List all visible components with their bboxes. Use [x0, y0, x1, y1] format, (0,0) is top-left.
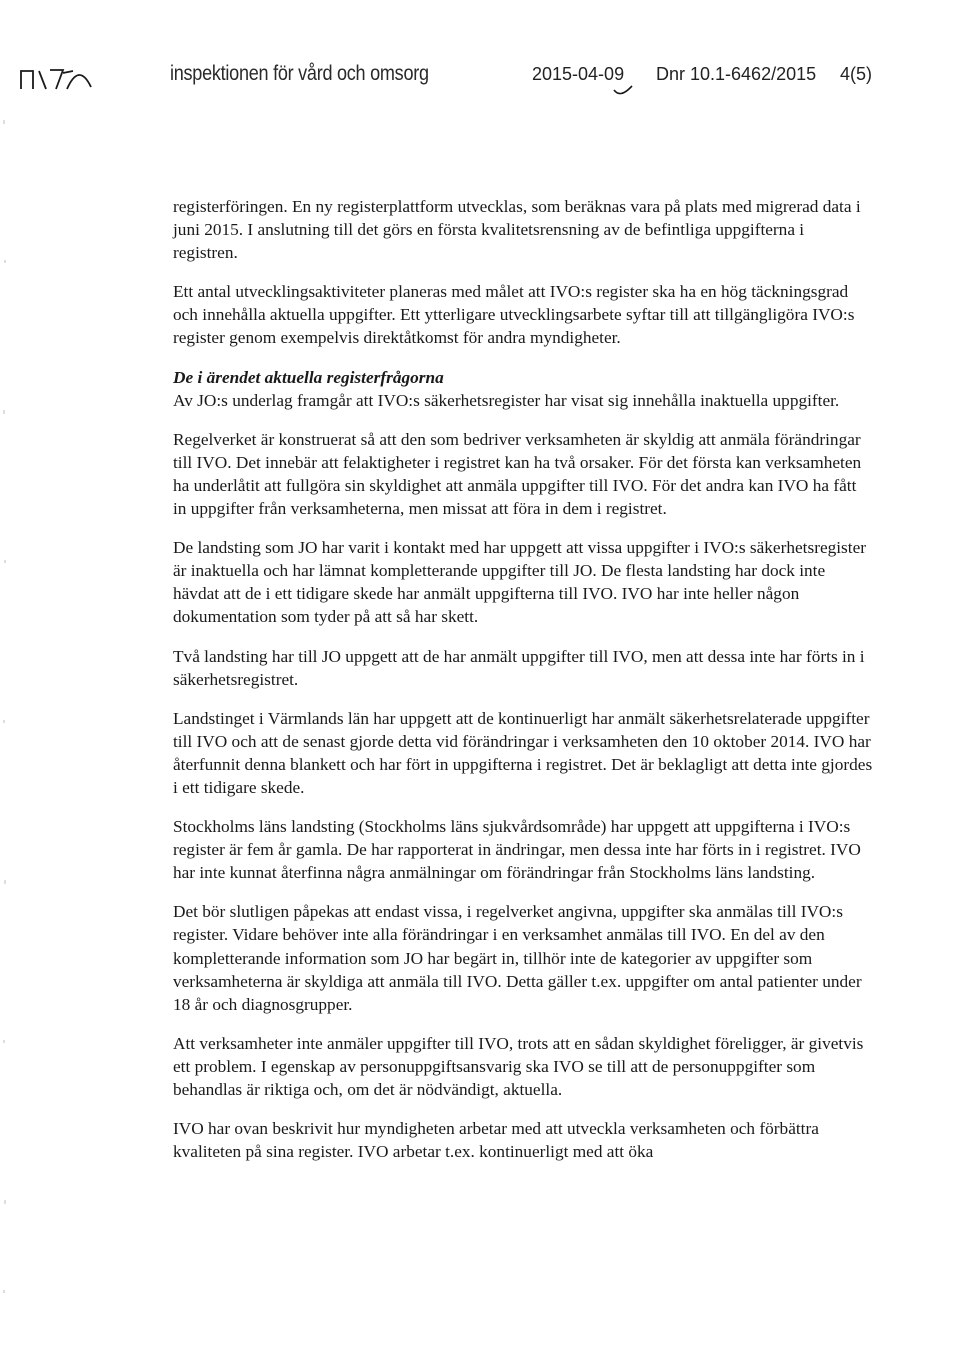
- scan-edge-marks: [0, 0, 12, 1362]
- paragraph: Att verksamheter inte anmäler uppgifter till IVO, trots att en sådan skyldighet föreligger, är givetvis ett problem. I egenskap av personuppgiftsansvarig ska IVO se till att de personuppgifter som behandlas är riktiga och, om det är nödvändigt, aktuella.: [173, 1033, 864, 1099]
- organization-name: inspektionen för vård och omsorg: [170, 62, 429, 85]
- document-header: [0, 58, 960, 98]
- paragraph: Stockholms läns landsting (Stockholms läns sjukvårdsområde) har uppgett att uppgifterna i IVO:s register är fem år gamla. De har rapporterat in ändringar, men dessa inte har förts in i registret. IVO har inte kunnat återfinna några anmälningar om förändringar från Stockholms läns landsting.: [173, 817, 861, 883]
- page-number: 4(5): [840, 64, 873, 84]
- registration-number: Dnr 10.1-6462/2015: [656, 64, 817, 84]
- paragraph: Regelverket är konstruerat så att den som bedriver verksamheten är skyldig att anmäla förändringar till IVO. Det innebär att felaktigheter i registret kan ha två orsaker. För det första kan verksamheten ha underlåtit att fullgöra sin skyldighet att anmäla uppgifter till IVO. För det andra kan IVO ha fått in uppgifter från verksamheterna, men missat att föra in dem i registret.: [173, 429, 862, 519]
- paragraph: De landsting som JO har varit i kontakt med har uppgett att vissa uppgifter i IVO:s säkerhetsregister är inaktuella och har lämnat kompletterande uppgifter till JO. De flesta landsting har dock inte hävdat att de i ett tidigare skede har anmält uppgifterna till IVO. IVO har inte heller någon dokumentation som tyder på att så har skett.: [173, 538, 867, 627]
- paragraph: Av JO:s underlag framgår att IVO:s säkerhetsregister har visat sig innehålla inaktuella uppgifter.: [173, 390, 840, 410]
- paragraph: Ett antal utvecklingsaktiviteter planeras med målet att IVO:s register ska ha en hög täckningsgrad och innehålla aktuella uppgifter. Ett ytterligare utvecklingsarbete syftar till att tillgängligöra IVO:s register genom exempelvis direktåtkomst för andra myndigheter.: [173, 282, 855, 348]
- section-heading: De i ärendet aktuella registerfrågorna: [173, 367, 444, 387]
- paragraph: Det bör slutligen påpekas att endast vissa, i regelverket angivna, uppgifter ska anmälas till IVO:s register. Vidare behöver inte alla förändringar i en verksamhet anmälas till IVO. En del av den kompletterande information som JO har begärt in, tillhör inte de kategorier av uppgifter som verksamheterna är skyldiga att anmäla till IVO. Detta gäller t.ex. uppgifter om antal patienter under 18 år och diagnosgrupper.: [173, 902, 862, 1014]
- document-body: [173, 195, 873, 1179]
- paragraph: Två landsting har till JO uppgett att de har anmält uppgifter till IVO, men att dessa inte har förts in i säkerhetsregistret.: [173, 646, 865, 689]
- ivo-logo-icon: [19, 62, 169, 92]
- paragraph: IVO har ovan beskrivit hur myndigheten arbetar med att utveckla verksamheten och förbättra kvaliteten på sina register. IVO arbetar t.ex. kontinuerligt med att öka: [173, 1119, 819, 1162]
- paragraph: registerföringen. En ny registerplattform utvecklas, som beräknas vara på plats med migrerad data i juni 2015. I anslutning till det görs en första kvalitetsrensning av de befintliga uppgifterna i registren.: [173, 197, 861, 263]
- document-date: 2015-04-09: [532, 64, 625, 84]
- paragraph: Landstinget i Värmlands län har uppgett att de kontinuerligt har anmält säkerhetsrelaterade uppgifter till IVO och att de senast gjorde detta vid förändringar i verksamheten den 10 oktober 2014. IVO har återfunnit denna blankett och har fört in uppgifterna i registret. Det är beklagligt att detta inte gjordes i ett tidigare skede.: [173, 708, 873, 797]
- handwritten-date-correction: [610, 64, 638, 98]
